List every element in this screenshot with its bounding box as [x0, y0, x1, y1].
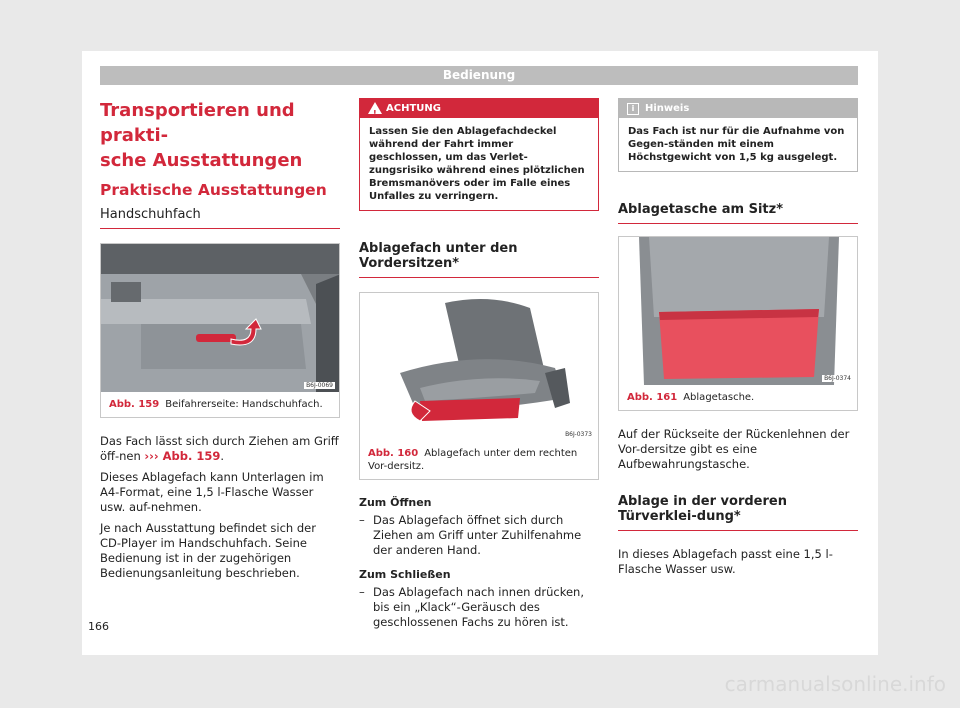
close-instruction: – Das Ablagefach nach innen drücken, bis ein „Klack“-Geräusch des geschlossenen Fachs zu hören ist.: [359, 585, 599, 630]
figure-caption: [360, 441, 598, 479]
chapter-title: Transportieren und prakti- sche Ausstattungen: [100, 100, 303, 171]
section-title-ablagetasche: Ablagetasche am Sitz*: [618, 202, 858, 224]
paragraph-2: Dieses Ablagefach kann Unterlagen im A4-Format, eine 1,5 l-Flasche Wasser usw. auf-nehmen.: [100, 470, 324, 514]
seat-drawer-image: [360, 293, 598, 441]
paragraph-1-text: Das Fach lässt sich durch Ziehen am Griff öff-nen: [100, 434, 339, 463]
figure-159: [100, 243, 340, 418]
figure-label: Abb. 159: [109, 399, 160, 410]
seat-pocket-image: [619, 237, 857, 385]
paragraph-3: Je nach Ausstattung befindet sich der CD-Player im Handschuhfach. Seine Bedienung ist in der zugehörigen Bedienungsanleitung beschrieben.: [100, 521, 316, 580]
warning-text: Lassen Sie den Ablagefachdeckel während der Fahrt immer geschlossen, um das Verlet-zungsrisiko während eines plötzlichen Bremsmanövers oder im Falle eines Unfalles zu verringern.: [369, 126, 585, 202]
figure-caption-text: Ablagefach unter dem rechten Vor-dersitz.: [368, 448, 578, 472]
figure-label: Abb. 160: [368, 448, 419, 459]
glovebox-image: [101, 244, 339, 392]
figure-code: B6J-0373: [565, 431, 592, 438]
section-header-text: Bedienung: [442, 68, 516, 82]
section-title-tuerverkleidung: Ablage in der vorderen Türverklei-dung*: [618, 494, 858, 531]
figure-reference-link[interactable]: ››› Abb. 159: [144, 449, 221, 463]
note-box: [618, 98, 858, 172]
warning-title: ACHTUNG: [386, 103, 441, 114]
note-text: Das Fach ist nur für die Aufnahme von Gegen-ständen mit einem Höchstgewicht von 1,5 kg ausgelegt.: [628, 126, 845, 163]
page-number: 166: [88, 620, 109, 633]
note-header: [619, 99, 857, 118]
figure-code: B6J-0374: [824, 375, 851, 382]
column-1: [100, 98, 340, 587]
open-instruction: – Das Ablagefach öffnet sich durch Ziehen am Griff unter Zuhilfenahme der anderen Hand.: [359, 513, 599, 558]
figure-161: [618, 236, 858, 411]
note-title: Hinweis: [645, 103, 690, 114]
figure-caption: [101, 392, 339, 417]
close-title: Zum Schließen: [359, 568, 451, 581]
section-title-handschuhfach: [100, 207, 340, 229]
section-title-vordersitze: Ablagefach unter den Vordersitzen*: [359, 241, 599, 278]
warning-header: [360, 99, 598, 118]
figure-caption-text: Ablagetasche.: [683, 392, 755, 403]
paragraph-tuerverkleidung: In dieses Ablagefach passt eine 1,5 l-Flasche Wasser usw.: [618, 547, 833, 576]
chapter-subtitle: Praktische Ausstattungen: [100, 181, 327, 199]
paragraph-1: [100, 434, 340, 464]
figure-label: Abb. 161: [627, 392, 678, 403]
watermark-text: carmanualsonline.info: [724, 672, 946, 696]
column-3: [618, 98, 858, 583]
paragraph-1-end: .: [220, 449, 225, 463]
section-title-text: Handschuhfach: [100, 207, 201, 222]
open-title: Zum Öffnen: [359, 496, 432, 509]
figure-160: [359, 292, 599, 480]
warning-box: [359, 98, 599, 211]
info-icon: i: [627, 103, 639, 115]
figure-caption-text: Beifahrerseite: Handschuhfach.: [165, 399, 323, 410]
figure-caption: [619, 385, 857, 410]
warning-triangle-icon: [368, 102, 382, 114]
figure-code: B6J-0069: [306, 382, 333, 389]
column-2: [359, 98, 599, 634]
paragraph-ablagetasche: Auf der Rückseite der Rückenlehnen der Vor-dersitze gibt es eine Aufbewahrungstasche.: [618, 427, 850, 471]
section-header-bar: [100, 66, 858, 85]
